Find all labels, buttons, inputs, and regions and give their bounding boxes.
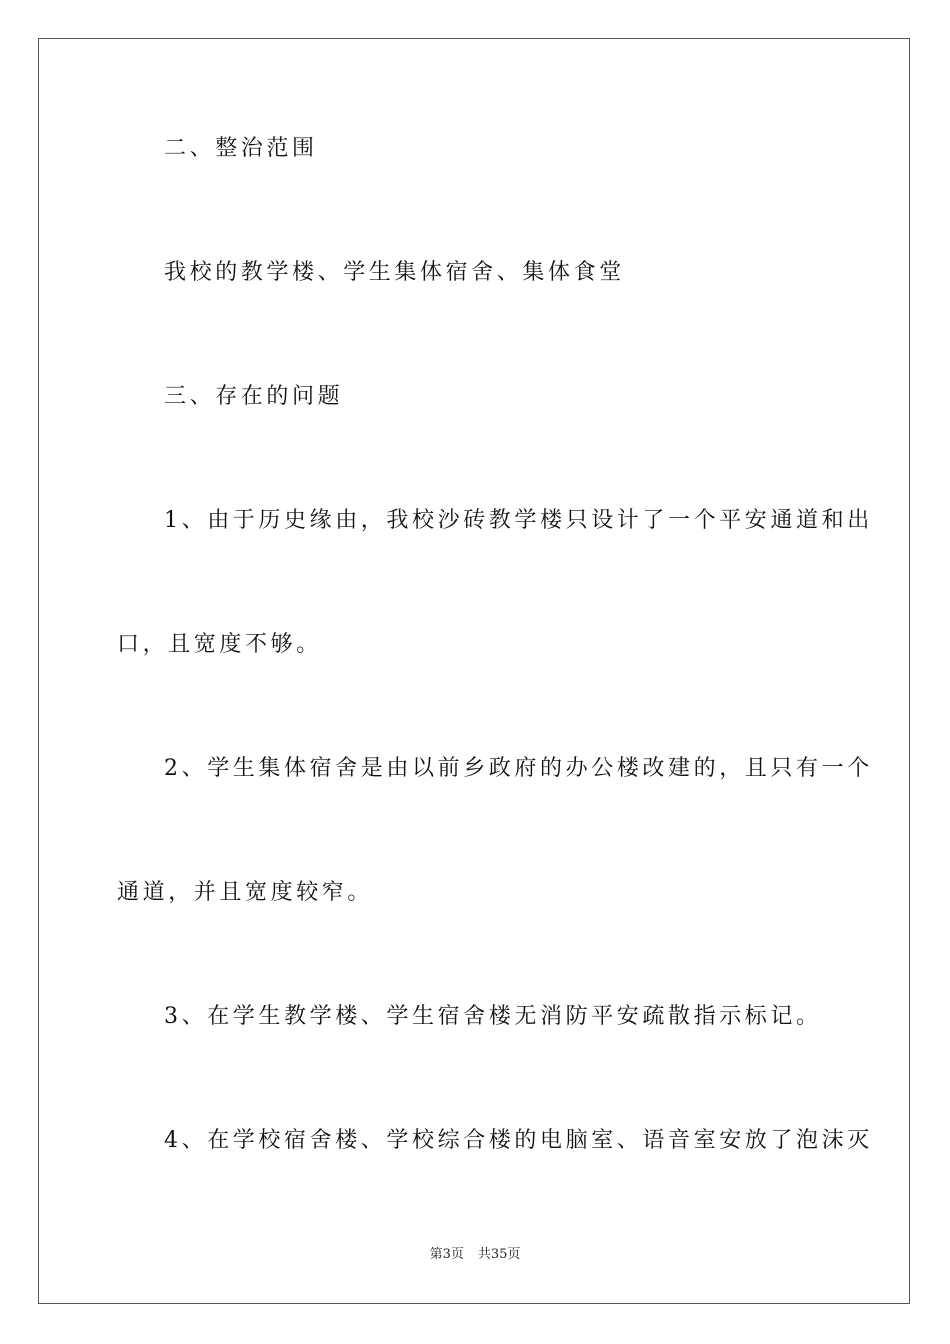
paragraph-problem-3: 3、在学生教学楼、学生宿舍楼无消防平安疏散指示标记。	[164, 1004, 822, 1029]
paragraph-problem-2-line-1: 2、学生集体宿舍是由以前乡政府的办公楼改建的，且只有一个	[164, 756, 873, 781]
page-footer	[0, 1246, 950, 1264]
page-number: 第3页	[429, 1247, 464, 1262]
page-border	[38, 38, 910, 1304]
paragraph-problem-4-line-1: 4、在学校宿舍楼、学校综合楼的电脑室、语音室安放了泡沫灭	[164, 1128, 873, 1153]
section-heading-problems: 三、存在的问题	[164, 384, 344, 409]
paragraph-problem-1-line-2: 口，且宽度不够。	[117, 632, 322, 657]
paragraph-scope-text: 我校的教学楼、学生集体宿舍、集体食堂	[164, 260, 625, 285]
paragraph-problem-1-line-1: 1、由于历史缘由，我校沙砖教学楼只设计了一个平安通道和出	[164, 508, 873, 533]
total-pages: 共35页	[477, 1247, 521, 1262]
paragraph-problem-2-line-2: 通道，并且宽度较窄。	[117, 880, 374, 905]
section-heading-scope: 二、整治范围	[164, 136, 318, 161]
